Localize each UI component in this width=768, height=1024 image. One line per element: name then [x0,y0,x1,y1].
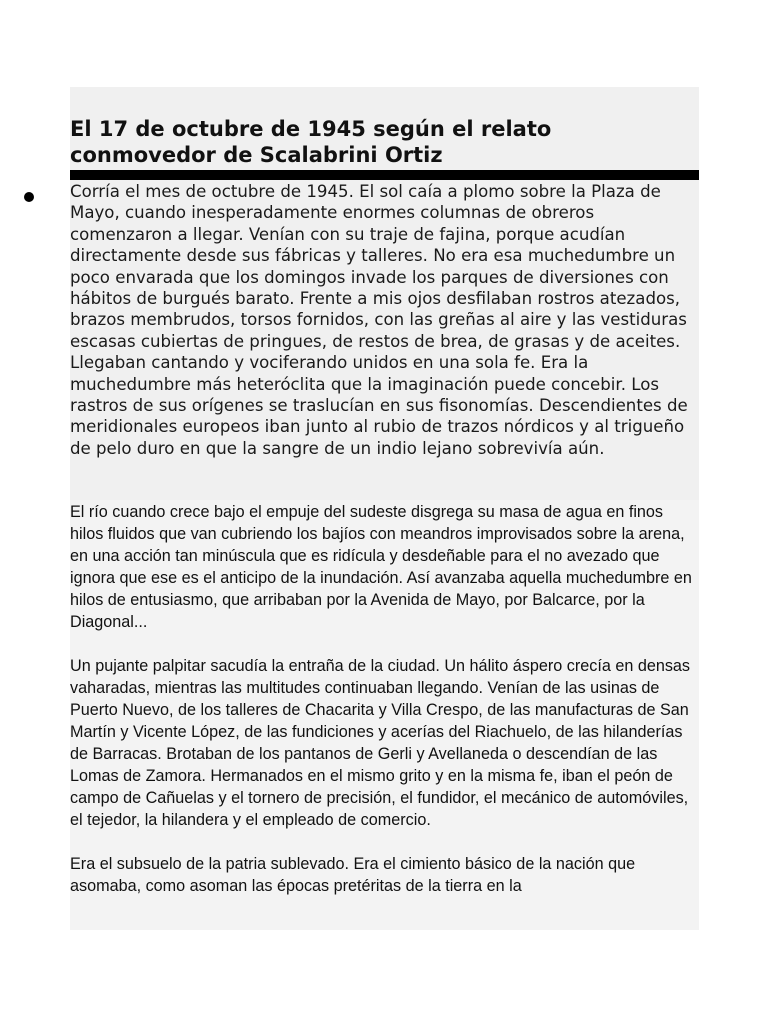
article-body [70,501,696,919]
bullet-icon [24,192,34,202]
title-divider [70,170,699,180]
body-paragraph-3: Era el subsuelo de la patria sublevado. Era el cimiento básico de la nación que asomaba, como asoman las épocas pretéritas de la tierra en la [70,855,636,895]
body-text-region [70,501,699,930]
body-paragraph-1: El río cuando crece bajo el empuje del sudeste disgrega su masa de agua en finos hilos fluidos que van cubriendo los bajíos con meandros improvisados sobre la arena, en una acción tan minúscula que es ridícula y desdeñable para el no avezado que ignora que ese es el anticipo de la inundación. Así avanzaba aquella muchedumbre en hilos de entusiasmo, que arribaban por la Avenida de Mayo, por Balcarce, por la Diagonal... [70,503,692,631]
body-paragraph-2: Un pujante palpitar sacudía la entraña de la ciudad. Un hálito áspero crecía en densas vaharadas, mientras las multitudes continuaban llegando. Venían de las usinas de Puerto Nuevo, de los talleres de Chacarita y Villa Crespo, de las manufacturas de San Martín y Vicente López, de las fundiciones y acerías del Riachuelo, de las hilanderías de Barracas. Brotaban de los pantanos de Gerli y Avellaneda o descendían de las Lomas de Zamora. Hermanados en el mismo grito y en la misma fe, iban el peón de campo de Cañuelas y el tornero de precisión, el fundidor, el mecánico de automóviles, el tejedor, la hilandera y el empleado de comercio. [70,657,691,829]
lead-paragraph: Corría el mes de octubre de 1945. El sol caía a plomo sobre la Plaza de Mayo, cuando inesperadamente enormes columnas de obreros comenzaron a llegar. Venían con su traje de fajina, porque acudían directamente desde sus fábricas y talleres. No era esa muchedumbre un poco envarada que los domingos invade los parques de diversiones con hábitos de burgués barato. Frente a mis ojos desfilaban rostros atezados, brazos membrudos, torsos fornidos, con las greñas al aire y las vestiduras escasas cubiertas de pringues, de restos de brea, de grasas y de aceites. Llegaban cantando y vociferando unidos en una sola fe. Era la muchedumbre más heteróclita que la imaginación puede concebir. Los rastros de sus orígenes se traslucían en sus fisonomías. Descendientes de meridionales europeos iban junto al rubio de trazos nórdicos y al trigueño de pelo duro en que la sangre de un indio lejano sobrevivía aún. [70,182,688,458]
article-title: El 17 de octubre de 1945 según el relato conmovedor de Scalabrini Ortiz [70,117,552,167]
